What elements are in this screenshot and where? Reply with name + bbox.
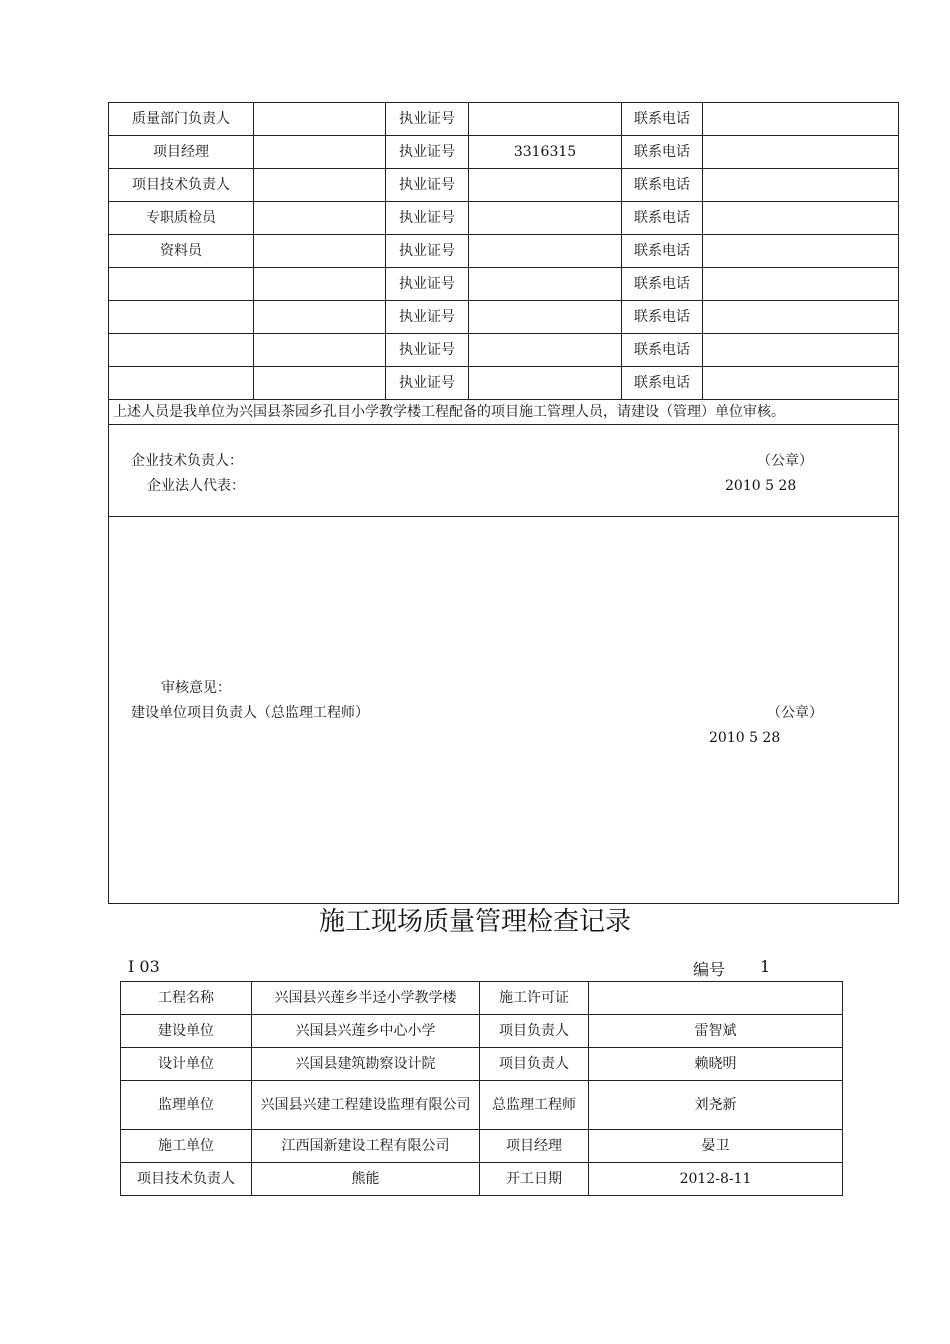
field-value: 晏卫 [589,1130,843,1163]
staff-row [109,334,899,367]
phone-number [703,235,899,268]
cert-number [469,268,622,301]
field-value: 2012-8-11 [589,1163,843,1196]
enterprise-seal-label: （公章） [757,453,813,469]
project-row [121,1048,843,1081]
cert-number [469,202,622,235]
field-value: 江西国新建设工程有限公司 [252,1130,480,1163]
field-label: 项目负责人 [480,1015,589,1048]
field-label: 总监理工程师 [480,1081,589,1130]
review-date: 2010 5 28 [709,730,781,746]
enterprise-tech-lead-label: 企业技术负责人： [131,453,243,469]
cert-label: 执业证号 [386,367,469,400]
page-title: 施工现场质量管理检查记录 [318,907,631,937]
staff-row [109,367,899,400]
cert-label: 执业证号 [386,169,469,202]
staff-role: 专职质检员 [109,202,254,235]
phone-label: 联系电话 [622,334,703,367]
field-label: 开工日期 [480,1163,589,1196]
cert-number [469,367,622,400]
cert-number [469,169,622,202]
staff-rows [109,103,899,400]
staff-row [109,268,899,301]
staff-role [109,367,254,400]
field-label: 项目技术负责人 [121,1163,252,1196]
staff-name [254,136,386,169]
field-label: 项目负责人 [480,1048,589,1081]
cert-number [469,103,622,136]
staff-row [109,202,899,235]
field-value: 兴国县建筑勘察设计院 [252,1048,480,1081]
staff-name [254,103,386,136]
review-block [109,517,899,904]
review-opinion-label: 审核意见： [161,680,231,696]
project-row [121,982,843,1015]
phone-number [703,268,899,301]
cert-label: 执业证号 [386,202,469,235]
cert-label: 执业证号 [386,235,469,268]
legal-rep-label: 企业法人代表： [147,478,245,494]
cert-number [469,334,622,367]
phone-label: 联系电话 [622,202,703,235]
phone-label: 联系电话 [622,367,703,400]
staff-name [254,235,386,268]
field-value: 兴国县兴莲乡中心小学 [252,1015,480,1048]
field-value: 赖晓明 [589,1048,843,1081]
project-row [121,1163,843,1196]
phone-label: 联系电话 [622,301,703,334]
phone-number [703,136,899,169]
field-value: 熊能 [252,1163,480,1196]
staff-row [109,169,899,202]
staff-row [109,136,899,169]
form-code: I 03 [128,957,160,976]
project-row [121,1015,843,1048]
review-seal-label: （公章） [767,705,823,721]
cert-label: 执业证号 [386,103,469,136]
staff-name [254,202,386,235]
field-value [589,982,843,1015]
cert-label: 执业证号 [386,301,469,334]
field-label: 监理单位 [121,1081,252,1130]
cert-label: 执业证号 [386,136,469,169]
staff-name [254,169,386,202]
staff-role [109,268,254,301]
phone-number [703,202,899,235]
field-value: 刘尧新 [589,1081,843,1130]
field-value: 雷智斌 [589,1015,843,1048]
field-label: 工程名称 [121,982,252,1015]
staff-role [109,301,254,334]
declaration-note: 上述人员是我单位为兴国县茶园乡孔目小学教学楼工程配备的项目施工管理人员，请建设（管理）单位审核。 [109,400,899,425]
cert-number [469,235,622,268]
staff-name [254,268,386,301]
field-value: 兴国县兴莲乡半迳小学教学楼 [252,982,480,1015]
staff-role: 项目技术负责人 [109,169,254,202]
staff-table [108,102,899,904]
project-row [121,1130,843,1163]
phone-label: 联系电话 [622,169,703,202]
phone-number [703,334,899,367]
field-label: 建设单位 [121,1015,252,1048]
serial-value: 1 [760,957,771,976]
project-row [121,1081,843,1130]
staff-row [109,103,899,136]
field-label: 设计单位 [121,1048,252,1081]
staff-row [109,301,899,334]
cert-label: 执业证号 [386,268,469,301]
phone-label: 联系电话 [622,235,703,268]
owner-lead-label: 建设单位项目负责人（总监理工程师） [131,705,369,721]
field-label: 施工许可证 [480,982,589,1015]
project-rows [121,982,843,1196]
cert-number: 3316315 [469,136,622,169]
staff-role: 质量部门负责人 [109,103,254,136]
cert-number [469,301,622,334]
phone-number [703,169,899,202]
enterprise-sign-block [109,425,899,517]
phone-label: 联系电话 [622,136,703,169]
cert-label: 执业证号 [386,334,469,367]
field-label: 施工单位 [121,1130,252,1163]
phone-number [703,301,899,334]
field-label: 项目经理 [480,1130,589,1163]
field-value: 兴国县兴建工程建设监理有限公司 [252,1081,480,1130]
phone-label: 联系电话 [622,103,703,136]
staff-row [109,235,899,268]
staff-name [254,367,386,400]
phone-number [703,103,899,136]
phone-label: 联系电话 [622,268,703,301]
enterprise-sign-date: 2010 5 28 [725,478,797,494]
staff-name [254,334,386,367]
project-info-table [120,981,843,1196]
staff-role: 项目经理 [109,136,254,169]
staff-role: 资料员 [109,235,254,268]
staff-role [109,334,254,367]
phone-number [703,367,899,400]
staff-name [254,301,386,334]
serial-label: 编号 [693,960,726,979]
